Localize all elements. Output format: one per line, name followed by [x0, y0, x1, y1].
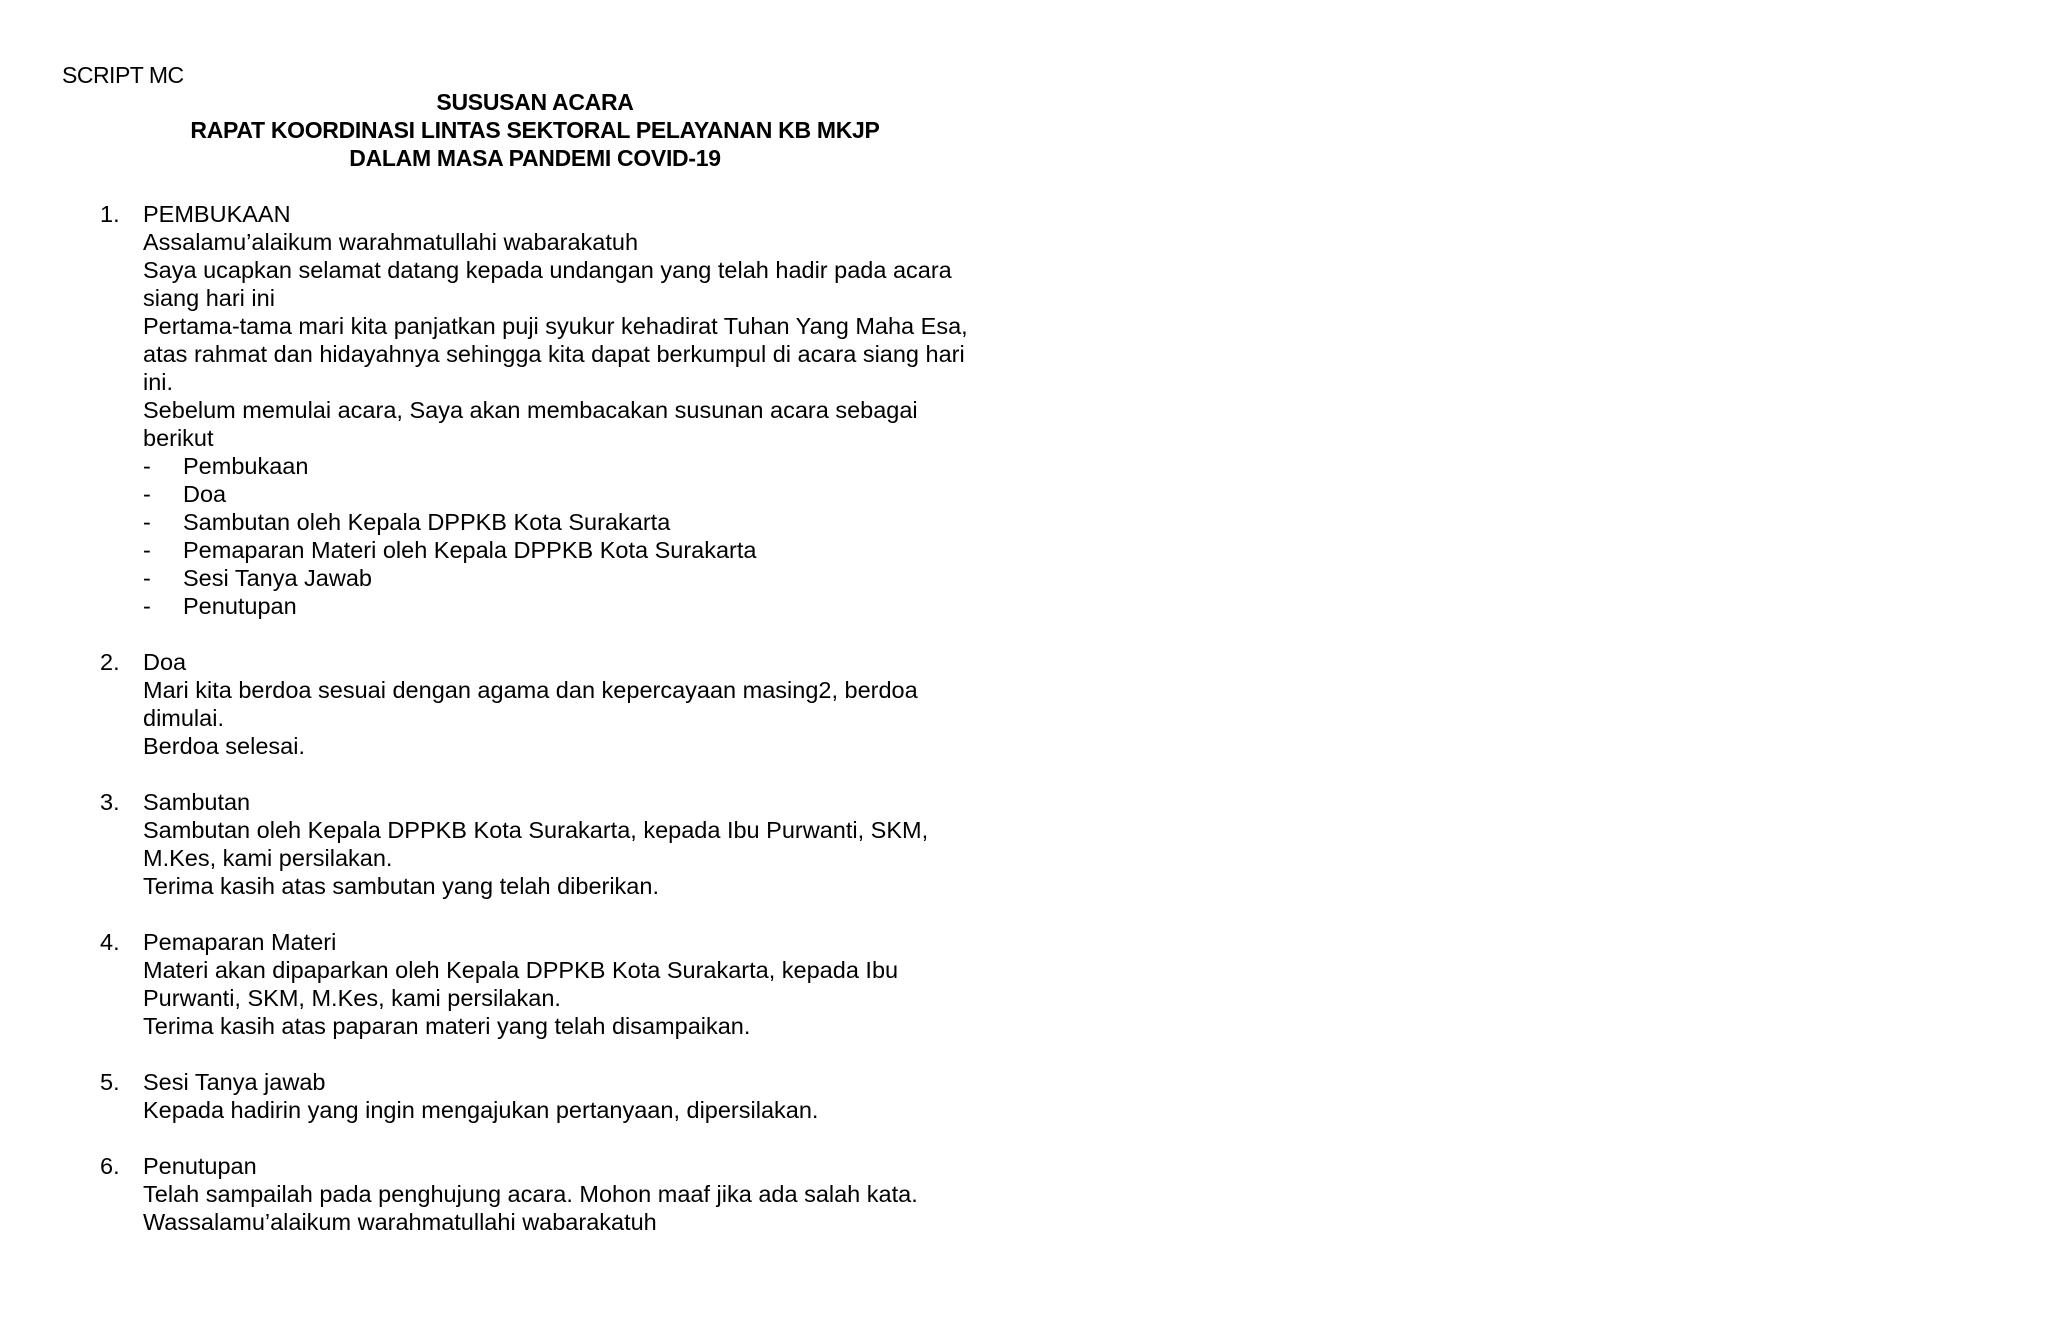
- section-text-line: atas rahmat dan hidayahnya sehingga kita dapat berkumpul di acara siang hari: [143, 341, 965, 367]
- section-number: 1.: [100, 201, 120, 227]
- title-line: DALAM MASA PANDEMI COVID-19: [349, 145, 721, 171]
- section-heading: Sesi Tanya jawab: [143, 1069, 326, 1095]
- agenda-list: [143, 452, 1020, 620]
- section-text-line: ini.: [143, 369, 174, 395]
- section-doa: [100, 648, 1020, 760]
- agenda-item: [143, 592, 1020, 620]
- agenda-item: [143, 452, 1020, 480]
- section-number: 4.: [100, 929, 120, 955]
- section-heading: Doa: [143, 649, 187, 675]
- section-text-line: Berdoa selesai.: [143, 733, 305, 759]
- agenda-item-label: Sesi Tanya Jawab: [183, 565, 372, 591]
- section-number: 6.: [100, 1153, 120, 1179]
- section-heading: PEMBUKAAN: [143, 201, 291, 227]
- section-pembukaan: [100, 200, 1020, 620]
- section-penutupan: [100, 1152, 1020, 1236]
- section-text-line: Wassalamu’alaikum warahmatullahi wabarakatuh: [143, 1209, 657, 1235]
- section-text-line: dimulai.: [143, 705, 224, 731]
- section-text-line: Sebelum memulai acara, Saya akan membacakan susunan acara sebagai: [143, 397, 918, 423]
- agenda-item-label: Pemaparan Materi oleh Kepala DPPKB Kota Surakarta: [183, 537, 757, 563]
- section-text-line: Terima kasih atas sambutan yang telah diberikan.: [143, 873, 659, 899]
- agenda-item: [143, 564, 1020, 592]
- section-heading: Penutupan: [143, 1153, 257, 1179]
- script-label: SCRIPT MC: [62, 62, 184, 88]
- section-number: 5.: [100, 1069, 120, 1095]
- section-text-line: Sambutan oleh Kepala DPPKB Kota Surakarta, kepada Ibu Purwanti, SKM,: [143, 817, 929, 843]
- title-line: RAPAT KOORDINASI LINTAS SEKTORAL PELAYANAN KB MKJP: [190, 117, 880, 143]
- agenda-item-label: Sambutan oleh Kepala DPPKB Kota Surakarta: [183, 509, 671, 535]
- agenda-item-label: Pembukaan: [183, 453, 309, 479]
- section-text-line: Assalamu’alaikum warahmatullahi wabarakatuh: [143, 229, 639, 255]
- document-title: [0, 88, 1070, 172]
- agenda-item: [143, 536, 1020, 564]
- dash-bullet: -: [143, 565, 151, 591]
- agenda-item-label: Doa: [183, 481, 227, 507]
- section-text-line: Telah sampailah pada penghujung acara. Mohon maaf jika ada salah kata.: [143, 1181, 918, 1207]
- section-sesi-tanya-jawab: [100, 1068, 1020, 1124]
- section-text-line: siang hari ini: [143, 285, 275, 311]
- agenda-item: [143, 480, 1020, 508]
- section-text-line: Kepada hadirin yang ingin mengajukan pertanyaan, dipersilakan.: [143, 1097, 819, 1123]
- agenda-item-label: Penutupan: [183, 593, 297, 619]
- section-text-line: Pertama-tama mari kita panjatkan puji syukur kehadirat Tuhan Yang Maha Esa,: [143, 313, 968, 339]
- section-number: 3.: [100, 789, 120, 815]
- section-pemaparan-materi: [100, 928, 1020, 1040]
- section-text-line: Saya ucapkan selamat datang kepada undangan yang telah hadir pada acara: [143, 257, 952, 283]
- section-text-line: Purwanti, SKM, M.Kes, kami persilakan.: [143, 985, 561, 1011]
- section-text-line: Materi akan dipaparkan oleh Kepala DPPKB Kota Surakarta, kepada Ibu: [143, 957, 899, 983]
- section-text-line: berikut: [143, 425, 214, 451]
- dash-bullet: -: [143, 481, 151, 507]
- section-heading: Pemaparan Materi: [143, 929, 337, 955]
- dash-bullet: -: [143, 537, 151, 563]
- section-number: 2.: [100, 649, 120, 675]
- dash-bullet: -: [143, 593, 151, 619]
- agenda-item: [143, 508, 1020, 536]
- dash-bullet: -: [143, 509, 151, 535]
- section-sambutan: [100, 788, 1020, 900]
- section-text-line: M.Kes, kami persilakan.: [143, 845, 393, 871]
- title-line: SUSUSAN ACARA: [436, 89, 634, 115]
- section-heading: Sambutan: [143, 789, 251, 815]
- section-text-line: Terima kasih atas paparan materi yang telah disampaikan.: [143, 1013, 751, 1039]
- dash-bullet: -: [143, 453, 151, 479]
- agenda-sections: [100, 200, 1020, 1264]
- section-text-line: Mari kita berdoa sesuai dengan agama dan kepercayaan masing2, berdoa: [143, 677, 918, 703]
